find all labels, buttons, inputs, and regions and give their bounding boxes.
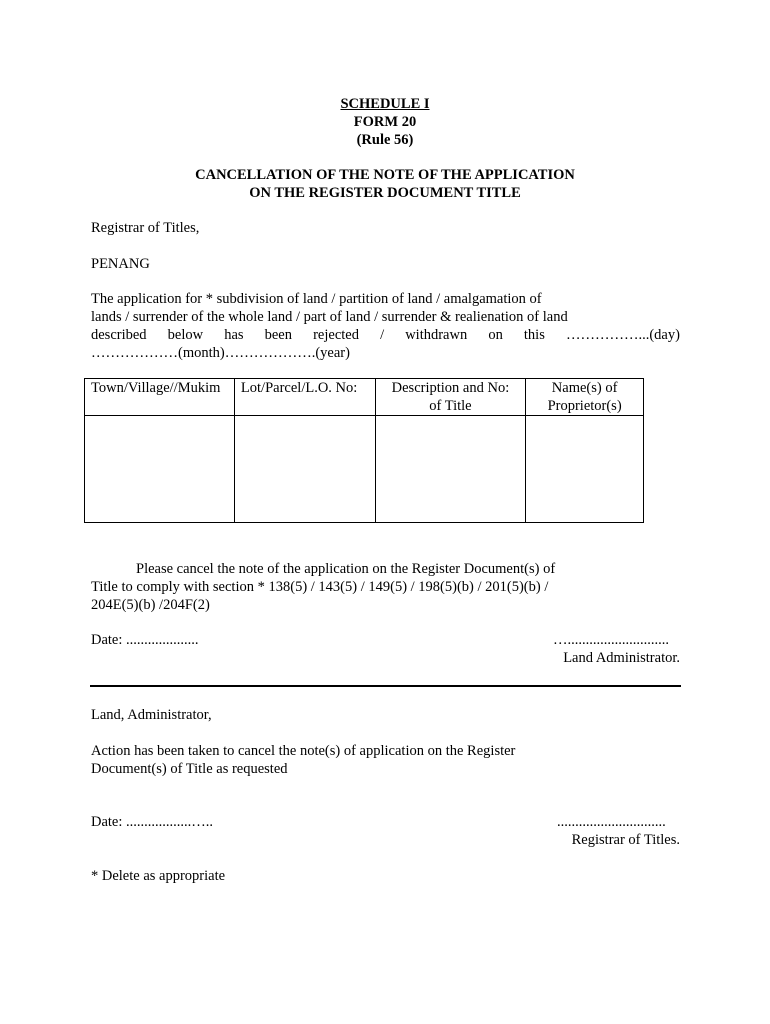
- addressee-place: PENANG: [91, 256, 150, 272]
- cancel-date-field[interactable]: Date: ....................: [91, 632, 199, 648]
- application-word: withdrawn: [405, 327, 468, 343]
- form-number: FORM 20: [353, 114, 417, 130]
- application-word: has: [224, 327, 244, 343]
- application-line-3: [91, 326, 680, 344]
- cancel-request-line-2: Title to comply with section * 138(5) / 143(5) / 149(5) / 198(5)(b) / 201(5)(b) /: [91, 579, 549, 595]
- land-administrator-signature-line[interactable]: …............................: [553, 632, 669, 648]
- footnote: * Delete as appropriate: [91, 868, 226, 884]
- action-addressee: Land, Administrator,: [91, 707, 212, 723]
- proprietor-cell[interactable]: [526, 416, 644, 523]
- application-word: described: [91, 327, 147, 343]
- cancel-request-line-3: 204E(5)(b) /204F(2): [91, 597, 210, 613]
- application-line-1: The application for * subdivision of land / partition of land / amalgamation of: [91, 291, 542, 307]
- application-word: this: [523, 327, 545, 343]
- title-cell[interactable]: [375, 416, 526, 523]
- application-word: below: [167, 327, 204, 343]
- column-header-proprietors: Name(s) of Proprietor(s): [526, 379, 644, 416]
- cancel-request-line-1: Please cancel the note of the application on the Register Document(s) of: [136, 561, 556, 577]
- town-cell[interactable]: [85, 416, 235, 523]
- application-line-4: ………………(month)……………….(year): [91, 345, 350, 361]
- section-divider: [90, 685, 681, 687]
- table-header-row: [85, 379, 644, 416]
- schedule-heading: SCHEDULE I: [340, 96, 430, 112]
- column-header-town: Town/Village//Mukim: [85, 379, 235, 416]
- rule-reference: (Rule 56): [356, 132, 414, 148]
- application-line-2: lands / surrender of the whole land / part of land / surrender & realienation of land: [91, 309, 568, 325]
- table-row: [85, 416, 644, 523]
- application-word: been: [264, 327, 292, 343]
- title-details-table: [84, 378, 644, 523]
- action-date-field[interactable]: Date: ..................…..: [91, 814, 214, 830]
- action-line-2: Document(s) of Title as requested: [91, 761, 288, 777]
- application-word: rejected: [313, 327, 359, 343]
- lot-cell[interactable]: [234, 416, 375, 523]
- form-title-line-2: ON THE REGISTER DOCUMENT TITLE: [249, 185, 521, 201]
- action-line-1: Action has been taken to cancel the note(s) of application on the Register: [91, 743, 516, 759]
- column-header-title: Description and No: of Title: [375, 379, 526, 416]
- column-header-lot: Lot/Parcel/L.O. No:: [234, 379, 375, 416]
- addressee-registrar: Registrar of Titles,: [91, 220, 200, 236]
- application-word: /: [380, 327, 385, 343]
- registrar-signature-line[interactable]: ..............................: [557, 814, 666, 830]
- application-day-field: ……………...(day): [565, 327, 680, 343]
- application-word: on: [488, 327, 503, 343]
- land-administrator-label: Land Administrator.: [563, 650, 680, 666]
- registrar-label: Registrar of Titles.: [571, 832, 680, 848]
- form-title-line-1: CANCELLATION OF THE NOTE OF THE APPLICATION: [195, 167, 575, 183]
